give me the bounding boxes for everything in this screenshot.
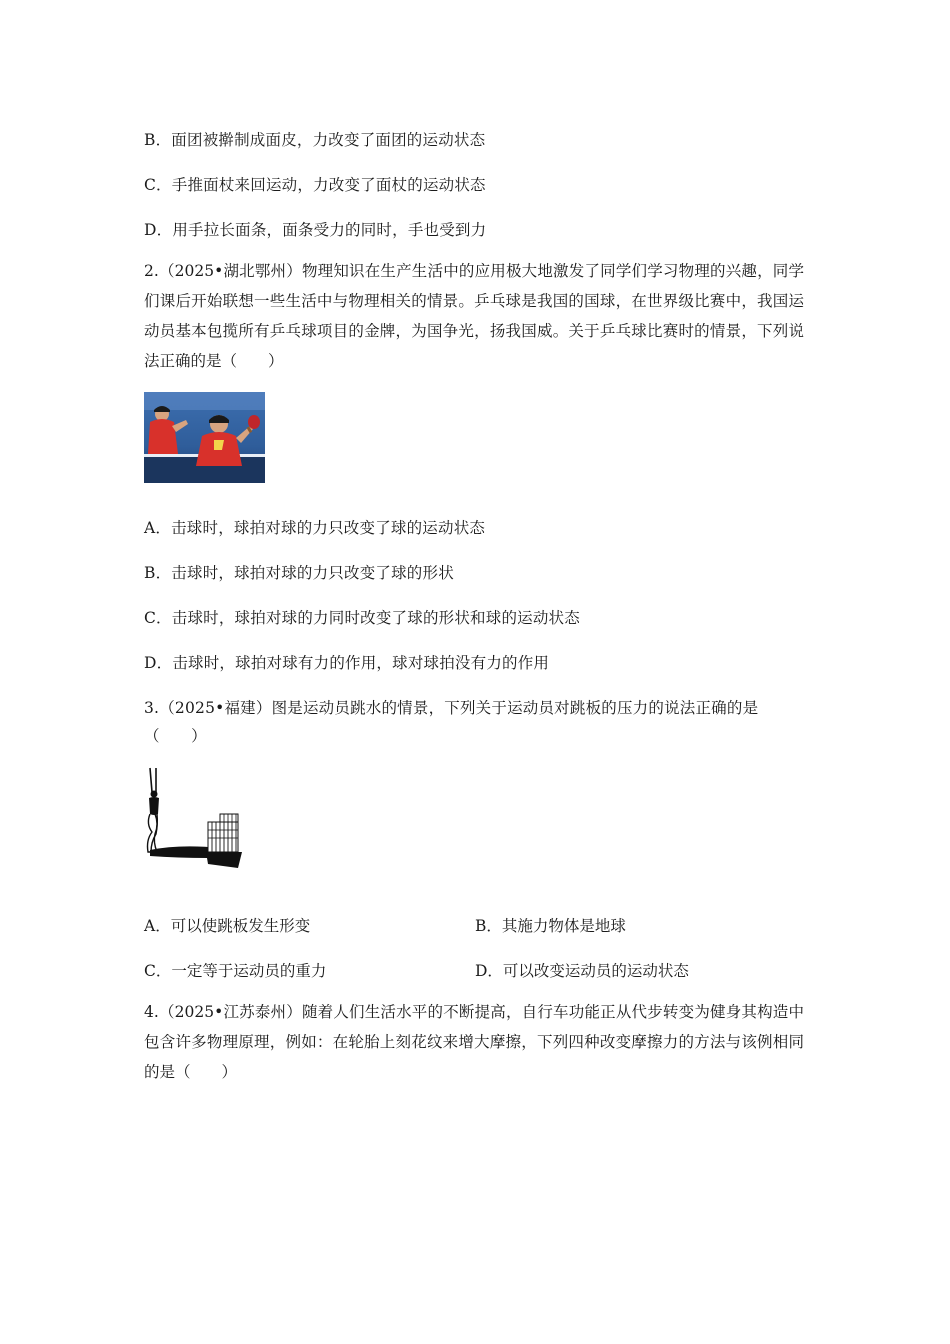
- q2-option-b: B．击球时，球拍对球的力只改变了球的形状: [144, 564, 454, 582]
- q4-stem: 4.（2025•江苏泰州）随着人们生活水平的不断提高，自行车功能正从代步转变为健身其构造中包含许多物理原理，例如：在轮胎上刻花纹来增大摩擦，下列四种改变摩擦力的方法与该例相同的是（ ）: [144, 1003, 804, 1081]
- diving-board-figure: [140, 764, 245, 874]
- table-tennis-photo: [144, 392, 265, 483]
- q3-option-d: D．可以改变运动员的运动状态: [475, 962, 689, 980]
- q1-option-b: B．面团被擀制成面皮，力改变了面团的运动状态: [144, 131, 486, 149]
- q1-option-c: C．手推面杖来回运动，力改变了面杖的运动状态: [144, 176, 486, 194]
- q2-stem: 2.（2025•湖北鄂州）物理知识在生产生活中的应用极大地激发了同学们学习物理的兴趣，同学们课后开始联想一些生活中与物理相关的情景。乒乓球是我国的国球，在世界级比赛中，我国运动员基本包揽所有乒乓球项目的金牌，为国争光，扬我国威。关于乒乓球比赛时的情景，下列说法正确的是（ ）: [144, 262, 804, 370]
- q1-option-d: D．用手拉长面条，面条受力的同时，手也受到力: [144, 221, 487, 239]
- q2-option-c: C．击球时，球拍对球的力同时改变了球的形状和球的运动状态: [144, 609, 580, 627]
- q3-option-b: B．其施力物体是地球: [475, 917, 626, 935]
- q2-option-a: A．击球时，球拍对球的力只改变了球的运动状态: [144, 519, 486, 537]
- q3-stem-line1: 3.（2025•福建）图是运动员跳水的情景，下列关于运动员对跳板的压力的说法正确的是: [144, 699, 759, 717]
- q3-stem-line2: （ ）: [144, 727, 207, 745]
- q3-option-c: C．一定等于运动员的重力: [144, 962, 327, 980]
- q2-option-d: D．击球时，球拍对球有力的作用，球对球拍没有力的作用: [144, 654, 550, 672]
- q3-option-a: A．可以使跳板发生形变: [144, 917, 311, 935]
